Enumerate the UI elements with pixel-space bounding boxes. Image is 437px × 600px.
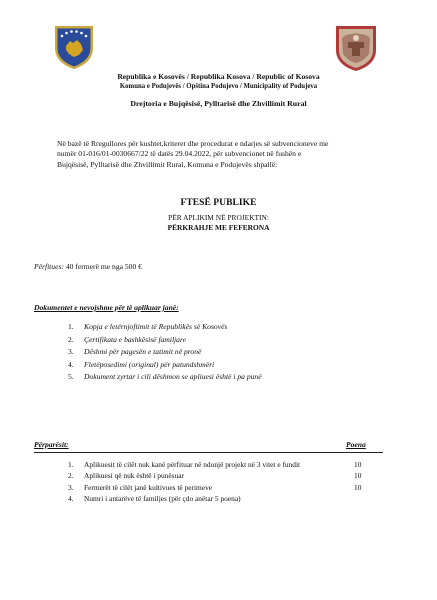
list-item <box>68 471 368 482</box>
podujeva-municipal-emblem-icon <box>334 24 378 72</box>
item-text: Dokument zyrtar i cili dëshmon se apliuesi është i pa punë <box>84 372 262 382</box>
item-points: 10 <box>354 482 362 492</box>
item-text: Fermerët të cilët janë kultivues të perimeve <box>84 482 213 492</box>
intro-line: numër 01-016/01-0030667/22 të datës 29.04.2022, për subvencionet në fushën e <box>57 149 302 159</box>
item-number: 1. <box>68 460 74 469</box>
item-text: Fletëposedimi (original) për patundshmëri <box>84 359 215 369</box>
list-item <box>68 322 262 335</box>
header-country: Republika e Kosovës / Republika Kosova / Republic of Kosova <box>117 72 320 81</box>
list-item <box>68 494 368 505</box>
item-number: 5. <box>68 372 74 382</box>
intro-line: Në bazë të Rregullores për kushtet,kriteret dhe procedurat e ndarjes së subvencioneve me <box>57 139 329 148</box>
item-number: 3. <box>68 347 74 357</box>
kosovo-coat-of-arms-icon <box>52 24 96 70</box>
intro-paragraph <box>57 139 375 170</box>
item-text: Çertifikata e bashkësisë familjare <box>84 334 187 344</box>
list-item <box>68 372 262 385</box>
header-directorate: Drejtoria e Bujqësisë, Pylltarisë dhe Zhvillimit Rural <box>130 99 307 108</box>
beneficiaries-text: 40 fermerë me nga 500 € <box>63 262 142 271</box>
item-text: Aplikuesit të cilët nuk kanë përfituar në ndonjë projekt në 3 vitet e fundit <box>84 460 301 469</box>
criteria-list <box>68 460 368 506</box>
header-municipality: Komuna e Podujevës / Opština Podujevo / Municipality of Podujeva <box>119 83 318 90</box>
project-label: PËR APLIKIM NË PROJEKTIN: <box>168 213 269 222</box>
criteria-divider <box>34 452 383 453</box>
item-number: 4. <box>68 359 74 369</box>
list-item <box>68 335 262 348</box>
documents-heading: Dokumentet e nevojshme për të aplikuar janë: <box>34 303 179 312</box>
documents-list <box>68 322 262 385</box>
beneficiaries <box>34 262 142 271</box>
document-title: FTESË PUBLIKE <box>180 197 257 208</box>
project-name: PËRKRAHJE ME FEFERONA <box>167 223 270 232</box>
item-number: 2. <box>68 334 74 344</box>
list-item <box>68 360 262 373</box>
item-points: 10 <box>354 460 362 469</box>
item-text: Dëshmi për pagesën e tatimit në pronë <box>84 347 202 357</box>
points-heading: Poena <box>346 440 366 449</box>
list-item <box>68 483 368 494</box>
item-number: 2. <box>68 471 74 481</box>
criteria-heading: Përparësit: <box>34 440 69 449</box>
list-item <box>68 460 368 471</box>
item-text: Aplikuesi që nuk është i punësuar <box>84 471 184 481</box>
item-points: 10 <box>354 471 362 481</box>
item-number: 1. <box>68 322 74 331</box>
list-item <box>68 347 262 360</box>
item-text: Kopja e letërnjoftimit të Republikës së Kosovës <box>84 322 228 331</box>
beneficiaries-label: Përfitues: <box>34 262 64 271</box>
item-number: 3. <box>68 482 74 492</box>
intro-line: Bujqësisë, Pylltarisë dhe Zhvillimit Rural, Komuna e Podujevës shpallë: <box>57 159 278 169</box>
item-number: 4. <box>68 494 74 504</box>
item-text: Numri i antarëve të familjes (për çdo anëtar 5 poena) <box>84 494 241 504</box>
